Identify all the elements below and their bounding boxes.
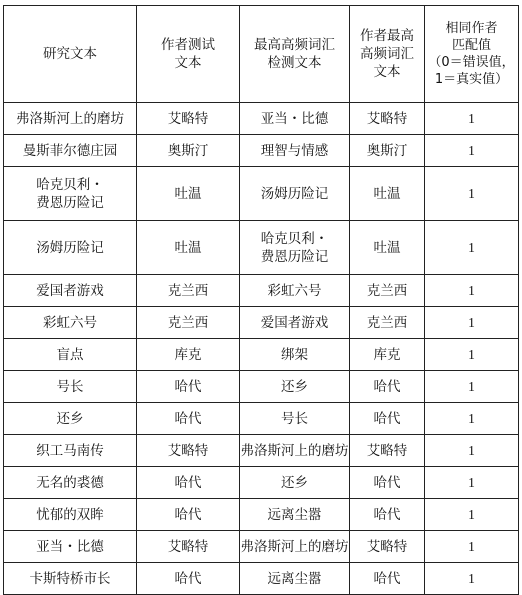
top-frequency-author-cell: 哈代 — [350, 403, 425, 435]
research-text-cell: 弗洛斯河上的磨坊 — [4, 103, 137, 135]
match-value-cell: 1 — [425, 167, 519, 221]
top-frequency-author-cell: 库克 — [350, 339, 425, 371]
author-cell: 吐温 — [137, 167, 240, 221]
top-frequency-author-cell: 艾略特 — [350, 103, 425, 135]
match-value-cell: 1 — [425, 275, 519, 307]
top-frequency-text-cell: 哈克贝利・ 费恩历险记 — [240, 221, 350, 275]
top-frequency-author-cell: 克兰西 — [350, 275, 425, 307]
table-row — [4, 103, 519, 135]
research-text-cell: 哈克贝利・ 费恩历险记 — [4, 167, 137, 221]
research-text-cell: 忧郁的双眸 — [4, 499, 137, 531]
top-frequency-text-cell: 远离尘嚣 — [240, 563, 350, 595]
table-row — [4, 275, 519, 307]
table-row — [4, 371, 519, 403]
top-frequency-text-cell: 远离尘嚣 — [240, 499, 350, 531]
top-frequency-text-cell: 理智与情感 — [240, 135, 350, 167]
research-text-cell: 亚当・比德 — [4, 531, 137, 563]
author-cell: 哈代 — [137, 499, 240, 531]
research-text-cell: 还乡 — [4, 403, 137, 435]
top-frequency-text-cell: 还乡 — [240, 371, 350, 403]
table-row — [4, 135, 519, 167]
top-frequency-text-cell: 亚当・比德 — [240, 103, 350, 135]
top-frequency-text-cell: 弗洛斯河上的磨坊 — [240, 435, 350, 467]
header-author-test-text: 作者测试 文本 — [137, 6, 240, 103]
author-cell: 哈代 — [137, 563, 240, 595]
author-cell: 艾略特 — [137, 103, 240, 135]
author-match-table — [3, 5, 519, 595]
match-value-cell: 1 — [425, 221, 519, 275]
table-row — [4, 435, 519, 467]
header-row — [4, 6, 519, 103]
top-frequency-author-cell: 吐温 — [350, 221, 425, 275]
research-text-cell: 爱国者游戏 — [4, 275, 137, 307]
author-cell: 哈代 — [137, 467, 240, 499]
top-frequency-author-cell: 克兰西 — [350, 307, 425, 339]
match-value-cell: 1 — [425, 403, 519, 435]
match-value-cell: 1 — [425, 499, 519, 531]
research-text-cell: 曼斯菲尔德庄园 — [4, 135, 137, 167]
research-text-cell: 织工马南传 — [4, 435, 137, 467]
research-text-cell: 号长 — [4, 371, 137, 403]
match-value-cell: 1 — [425, 371, 519, 403]
table-row — [4, 221, 519, 275]
match-value-cell: 1 — [425, 563, 519, 595]
match-value-cell: 1 — [425, 307, 519, 339]
author-cell: 艾略特 — [137, 531, 240, 563]
research-text-cell: 汤姆历险记 — [4, 221, 137, 275]
top-frequency-text-cell: 弗洛斯河上的磨坊 — [240, 531, 350, 563]
top-frequency-author-cell: 哈代 — [350, 499, 425, 531]
research-text-cell: 无名的裘德 — [4, 467, 137, 499]
top-frequency-text-cell: 彩虹六号 — [240, 275, 350, 307]
top-frequency-author-cell: 哈代 — [350, 371, 425, 403]
author-cell: 哈代 — [137, 403, 240, 435]
author-cell: 艾略特 — [137, 435, 240, 467]
author-cell: 库克 — [137, 339, 240, 371]
author-cell: 哈代 — [137, 371, 240, 403]
match-value-cell: 1 — [425, 103, 519, 135]
top-frequency-author-cell: 艾略特 — [350, 435, 425, 467]
author-cell: 奥斯汀 — [137, 135, 240, 167]
header-research-text: 研究文本 — [4, 6, 137, 103]
table-row — [4, 563, 519, 595]
match-value-cell: 1 — [425, 467, 519, 499]
table-row — [4, 403, 519, 435]
table-row — [4, 339, 519, 371]
match-value-cell: 1 — [425, 135, 519, 167]
header-top-frequency-text: 最高高频词汇 检测文本 — [240, 6, 350, 103]
header-match-value: 相同作者 匹配值 （0＝错误值， 1＝真实值） — [425, 6, 519, 103]
research-text-cell: 彩虹六号 — [4, 307, 137, 339]
top-frequency-text-cell: 汤姆历险记 — [240, 167, 350, 221]
match-value-cell: 1 — [425, 531, 519, 563]
table-row — [4, 467, 519, 499]
author-cell: 吐温 — [137, 221, 240, 275]
table-row — [4, 531, 519, 563]
top-frequency-text-cell: 爱国者游戏 — [240, 307, 350, 339]
top-frequency-author-cell: 吐温 — [350, 167, 425, 221]
author-cell: 克兰西 — [137, 307, 240, 339]
top-frequency-text-cell: 还乡 — [240, 467, 350, 499]
research-text-cell: 盲点 — [4, 339, 137, 371]
top-frequency-text-cell: 号长 — [240, 403, 350, 435]
top-frequency-author-cell: 哈代 — [350, 467, 425, 499]
author-cell: 克兰西 — [137, 275, 240, 307]
table-row — [4, 307, 519, 339]
match-value-cell: 1 — [425, 339, 519, 371]
top-frequency-author-cell: 艾略特 — [350, 531, 425, 563]
top-frequency-text-cell: 绑架 — [240, 339, 350, 371]
table-row — [4, 167, 519, 221]
match-value-cell: 1 — [425, 435, 519, 467]
top-frequency-author-cell: 奥斯汀 — [350, 135, 425, 167]
header-top-frequency-author: 作者最高 高频词汇 文本 — [350, 6, 425, 103]
table-row — [4, 499, 519, 531]
research-text-cell: 卡斯特桥市长 — [4, 563, 137, 595]
top-frequency-author-cell: 哈代 — [350, 563, 425, 595]
